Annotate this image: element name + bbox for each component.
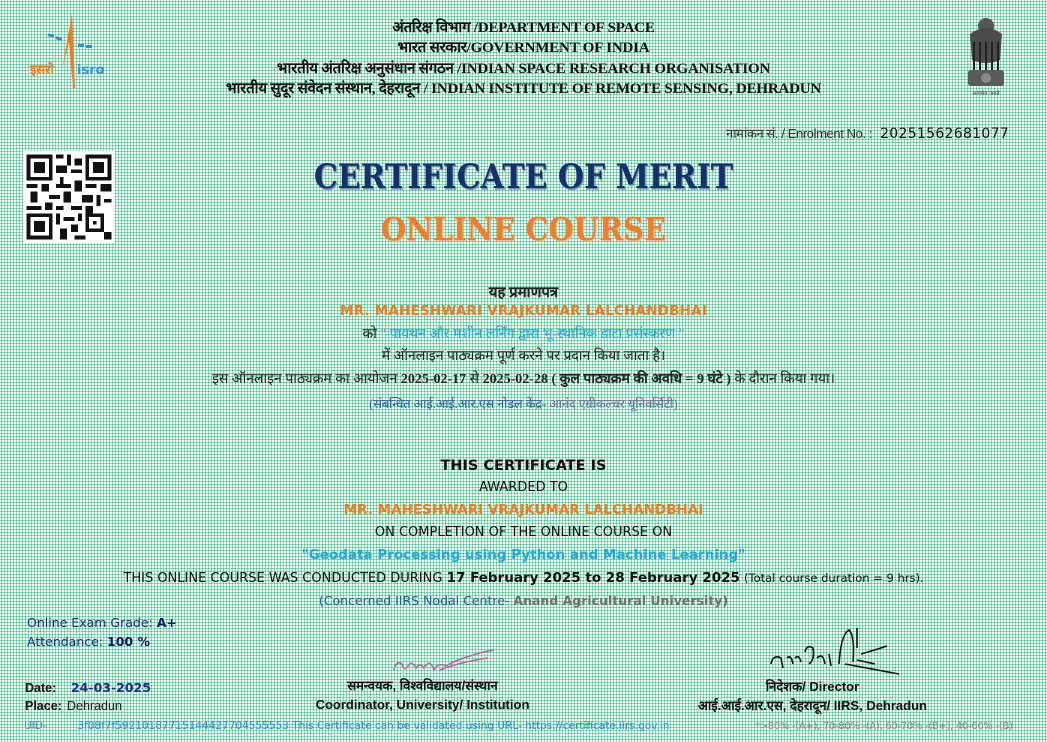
enrolment-label: नामांकन सं. / Enrolment No. : <box>726 126 873 141</box>
grade-legend: *>80% -(A+), 70-80% -(A), 60-70% -(B+), 40-60% -(B) <box>755 721 1013 732</box>
english-course-title: "Geodata Processing using Python and Machine Learning" <box>301 547 746 563</box>
hindi-dates-line: इस ऑनलाइन पाठ्यक्रम का आयोजन 2025-02-17 से 2025-02-28 ( कुल पाठ्यक्रम की अवधि = 9 घंटे ) के दौरान किया गया। <box>212 372 835 387</box>
enrolment-value: 20251562681077 <box>880 126 1009 142</box>
coordinator-signature-icon <box>390 648 500 678</box>
footer-uid <box>24 720 670 732</box>
header-line-isro: भारतीय अंतरिक्ष अनुसंधान संगठन /INDIAN SPACE RESEARCH ORGANISATION <box>276 61 771 77</box>
svg-text:isro: isro <box>77 63 105 78</box>
certificate-title: CERTIFICATE OF MERIT <box>313 157 734 198</box>
hindi-recipient-name: MR. MAHESHWARI VRAJKUMAR LALCHANDBHAI <box>340 303 707 319</box>
hindi-award-line: में ऑनलाइन पाठ्यक्रम पूर्ण करने पर प्रदान किया जाता है। <box>381 349 666 364</box>
enrolment-number <box>726 124 1009 142</box>
certificate-subtitle: ONLINE COURSE <box>380 210 667 248</box>
coordinator-signatory: समन्वयक, विश्वविद्यालय/संस्थान Coordinator, University/ Institution <box>315 678 530 712</box>
issue-date: Date: 24-03-2025 <box>25 680 151 695</box>
english-awarded-to: AWARDED TO <box>479 480 568 495</box>
validate-text: This Certificate can be validated using URL- <box>292 720 522 732</box>
uid-label: UID- <box>24 720 47 732</box>
director-signature-icon <box>765 624 900 676</box>
english-completion-line: ON COMPLETION OF THE ONLINE COURSE ON <box>374 525 673 540</box>
svg-text:इसरो: इसरो <box>30 63 54 78</box>
grade-block <box>27 613 177 651</box>
attendance: Attendance: 100 % <box>27 634 150 649</box>
hindi-course-line: को " पायथन और मशीन लर्निंग द्वारा भू-स्थानिक डाटा प्रसंस्करण " <box>362 327 685 342</box>
hindi-heading: यह प्रमाणपत्र <box>488 285 559 301</box>
director-signatory: निदेशक/ Director आई.आई.आर.एस, देहरादून/ IIRS, Dehradun <box>698 679 927 713</box>
exam-grade: Online Exam Grade: A+ <box>27 615 177 630</box>
validation-url-link[interactable]: https://certificate.iirs.gov.in <box>525 720 670 732</box>
header-line-iirs: भारतीय सुदूर संवेदन संस्थान, देहरादून / INDIAN INSTITUTE OF REMOTE SENSING, DEHRADUN <box>225 81 822 97</box>
course-dates: 17 February 2025 to 28 February 2025 <box>446 570 740 586</box>
uid-value: 3f08f7f59210187715144427704555553 <box>77 720 289 732</box>
issue-details <box>25 679 151 715</box>
english-nodal-centre: (Concerned IIRS Nodal Centre- Anand Agricultural University) <box>318 593 729 608</box>
english-heading: THIS CERTIFICATE IS <box>440 458 607 474</box>
hindi-nodal-centre: (संबन्धित आई.आई.आर.एस नोडल केंद्र- आनंद एग्रीकल्चर यूनिवर्सिटी) <box>369 397 678 411</box>
svg-text:सत्यमेव जयते: सत्यमेव जयते <box>972 91 1000 97</box>
header-line-department: अंतरिक्ष विभाग /DEPARTMENT OF SPACE <box>392 20 655 36</box>
issue-place: Place: Dehradun <box>25 699 122 713</box>
header-line-government: भारत सरकार/GOVERNMENT OF INDIA <box>397 40 650 56</box>
hindi-course-title: " पायथन और मशीन लर्निंग द्वारा भू-स्थानिक डाटा प्रसंस्करण " <box>380 327 685 342</box>
english-recipient-name: MR. MAHESHWARI VRAJKUMAR LALCHANDBHAI <box>343 502 704 518</box>
english-dates-line: THIS ONLINE COURSE WAS CONDUCTED DURING 17 February 2025 to 28 February 2025 (Total course duration = 9 hrs). <box>123 570 924 586</box>
course-duration: (Total course duration = 9 hrs). <box>744 571 924 585</box>
